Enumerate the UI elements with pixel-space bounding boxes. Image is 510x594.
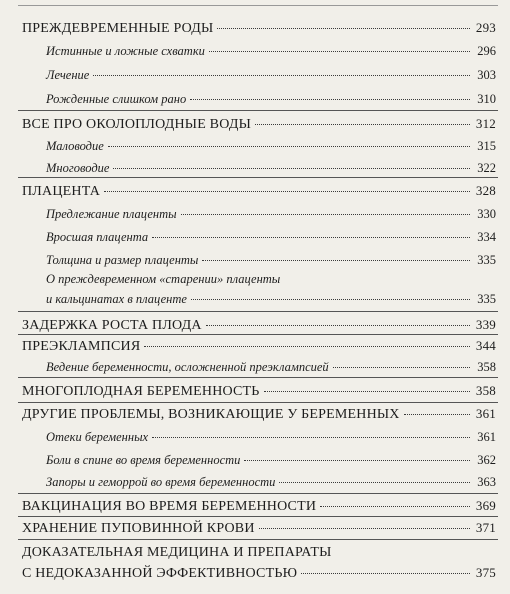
page-number: 330: [477, 207, 496, 221]
dot-leader: [244, 460, 470, 461]
subsection-title-line1[interactable]: О преждевременном «старении» плаценты: [46, 272, 281, 286]
dot-leader: [190, 99, 470, 100]
toc-subsection-entry[interactable]: [46, 292, 496, 307]
toc-subsection-entry[interactable]: [46, 44, 496, 59]
subsection-title: Маловодие: [46, 139, 104, 153]
toc-chapter-entry[interactable]: [22, 406, 496, 423]
chapter-title: ПЛАЦЕНТА: [22, 184, 101, 199]
page-number: 363: [477, 475, 496, 489]
subsection-title: Запоры и геморрой во время беременности: [46, 475, 276, 489]
toc-chapter-entry[interactable]: [22, 498, 496, 515]
toc-chapter-entry[interactable]: [22, 20, 496, 37]
toc-subsection-entry[interactable]: [46, 139, 496, 154]
page-number: 344: [475, 338, 496, 353]
subsection-title-line2: и кальцинатах в плаценте: [46, 292, 187, 306]
page-number: 335: [477, 253, 496, 267]
toc-chapter-entry[interactable]: [22, 565, 496, 582]
page-number: 369: [475, 498, 496, 513]
page-number: 322: [477, 161, 496, 175]
subsection-title: Толщина и размер плаценты: [46, 253, 199, 267]
dot-leader: [104, 191, 470, 192]
dot-leader: [152, 237, 470, 238]
dot-leader: [404, 414, 470, 415]
page-number: 339: [475, 317, 496, 332]
section-divider: [18, 311, 498, 312]
section-divider: [18, 334, 498, 335]
section-divider: [18, 177, 498, 178]
page-number: 361: [477, 430, 496, 444]
chapter-title: ПРЕЖДЕВРЕМЕННЫЕ РОДЫ: [22, 21, 214, 36]
toc-subsection-entry[interactable]: [46, 207, 496, 222]
page-number: 375: [475, 565, 496, 580]
toc-subsection-entry[interactable]: [46, 161, 496, 176]
section-divider: [18, 377, 498, 378]
section-divider: [18, 539, 498, 540]
chapter-title: ДРУГИЕ ПРОБЛЕМЫ, ВОЗНИКАЮЩИЕ У БЕРЕМЕННЫХ: [22, 407, 400, 422]
section-divider: [18, 402, 498, 403]
page-number: 310: [477, 92, 496, 106]
toc-chapter-entry[interactable]: [22, 338, 496, 355]
dot-leader: [191, 299, 470, 300]
chapter-title: ВАКЦИНАЦИЯ ВО ВРЕМЯ БЕРЕМЕННОСТИ: [22, 499, 317, 514]
toc-chapter-entry[interactable]: [22, 520, 496, 537]
subsection-title: Ведение беременности, осложненной преэклампсией: [46, 360, 329, 374]
dot-leader: [206, 325, 470, 326]
toc-subsection-entry[interactable]: [46, 475, 496, 490]
page-number: 293: [475, 20, 496, 35]
chapter-title: ПРЕЭКЛАМПСИЯ: [22, 339, 141, 354]
toc-chapter-entry[interactable]: [22, 317, 496, 334]
page-number: 358: [475, 383, 496, 398]
subsection-title: Истинные и ложные схватки: [46, 44, 205, 58]
page-number: 315: [477, 139, 496, 153]
toc-subsection-entry[interactable]: [46, 430, 496, 445]
subsection-title: Отеки беременных: [46, 430, 149, 444]
dot-leader: [108, 146, 470, 147]
dot-leader: [264, 391, 470, 392]
page-number: 328: [475, 183, 496, 198]
subsection-title: Предлежание плаценты: [46, 207, 177, 221]
dot-leader: [333, 367, 470, 368]
chapter-title: МНОГОПЛОДНАЯ БЕРЕМЕННОСТЬ: [22, 384, 260, 399]
dot-leader: [217, 28, 470, 29]
subsection-title: Лечение: [46, 68, 90, 82]
dot-leader: [320, 506, 470, 507]
chapter-title-line1[interactable]: ДОКАЗАТЕЛЬНАЯ МЕДИЦИНА И ПРЕПАРАТЫ: [22, 545, 332, 560]
page-number: 358: [477, 360, 496, 374]
page-number: 334: [477, 230, 496, 244]
dot-leader: [113, 168, 470, 169]
dot-leader: [152, 437, 470, 438]
page-number: 296: [477, 44, 496, 58]
page-number: 362: [477, 453, 496, 467]
dot-leader: [202, 260, 470, 261]
subsection-title: Многоводие: [46, 161, 110, 175]
dot-leader: [301, 573, 470, 574]
chapter-title: ЗАДЕРЖКА РОСТА ПЛОДА: [22, 318, 202, 333]
dot-leader: [209, 51, 470, 52]
dot-leader: [181, 214, 470, 215]
toc-subsection-entry[interactable]: [46, 253, 496, 268]
toc-subsection-entry[interactable]: [46, 68, 496, 83]
page-number: 361: [475, 406, 496, 421]
subsection-title: Боли в спине во время беременности: [46, 453, 241, 467]
toc-subsection-entry[interactable]: [46, 92, 496, 107]
section-divider: [18, 493, 498, 494]
subsection-title: Рожденные слишком рано: [46, 92, 187, 106]
section-divider: [18, 516, 498, 517]
toc-chapter-entry[interactable]: [22, 183, 496, 200]
chapter-title-line2: С НЕДОКАЗАННОЙ ЭФФЕКТИВНОСТЬЮ: [22, 566, 298, 581]
chapter-title: ВСЕ ПРО ОКОЛОПЛОДНЫЕ ВОДЫ: [22, 117, 251, 132]
page-number: 335: [477, 292, 496, 306]
toc-subsection-entry[interactable]: [46, 230, 496, 245]
dot-leader: [93, 75, 470, 76]
section-divider: [18, 110, 498, 111]
page-number: 312: [475, 116, 496, 131]
dot-leader: [144, 346, 470, 347]
chapter-title: ХРАНЕНИЕ ПУПОВИННОЙ КРОВИ: [22, 521, 255, 536]
dot-leader: [259, 528, 470, 529]
toc-subsection-entry[interactable]: [46, 453, 496, 468]
toc-chapter-entry[interactable]: [22, 383, 496, 400]
page-number: 371: [475, 520, 496, 535]
top-divider: [18, 5, 498, 6]
subsection-title: Вросшая плацента: [46, 230, 149, 244]
toc-subsection-entry[interactable]: [46, 360, 496, 375]
dot-leader: [255, 124, 470, 125]
dot-leader: [279, 482, 470, 483]
page-number: 303: [477, 68, 496, 82]
toc-chapter-entry[interactable]: [22, 116, 496, 133]
